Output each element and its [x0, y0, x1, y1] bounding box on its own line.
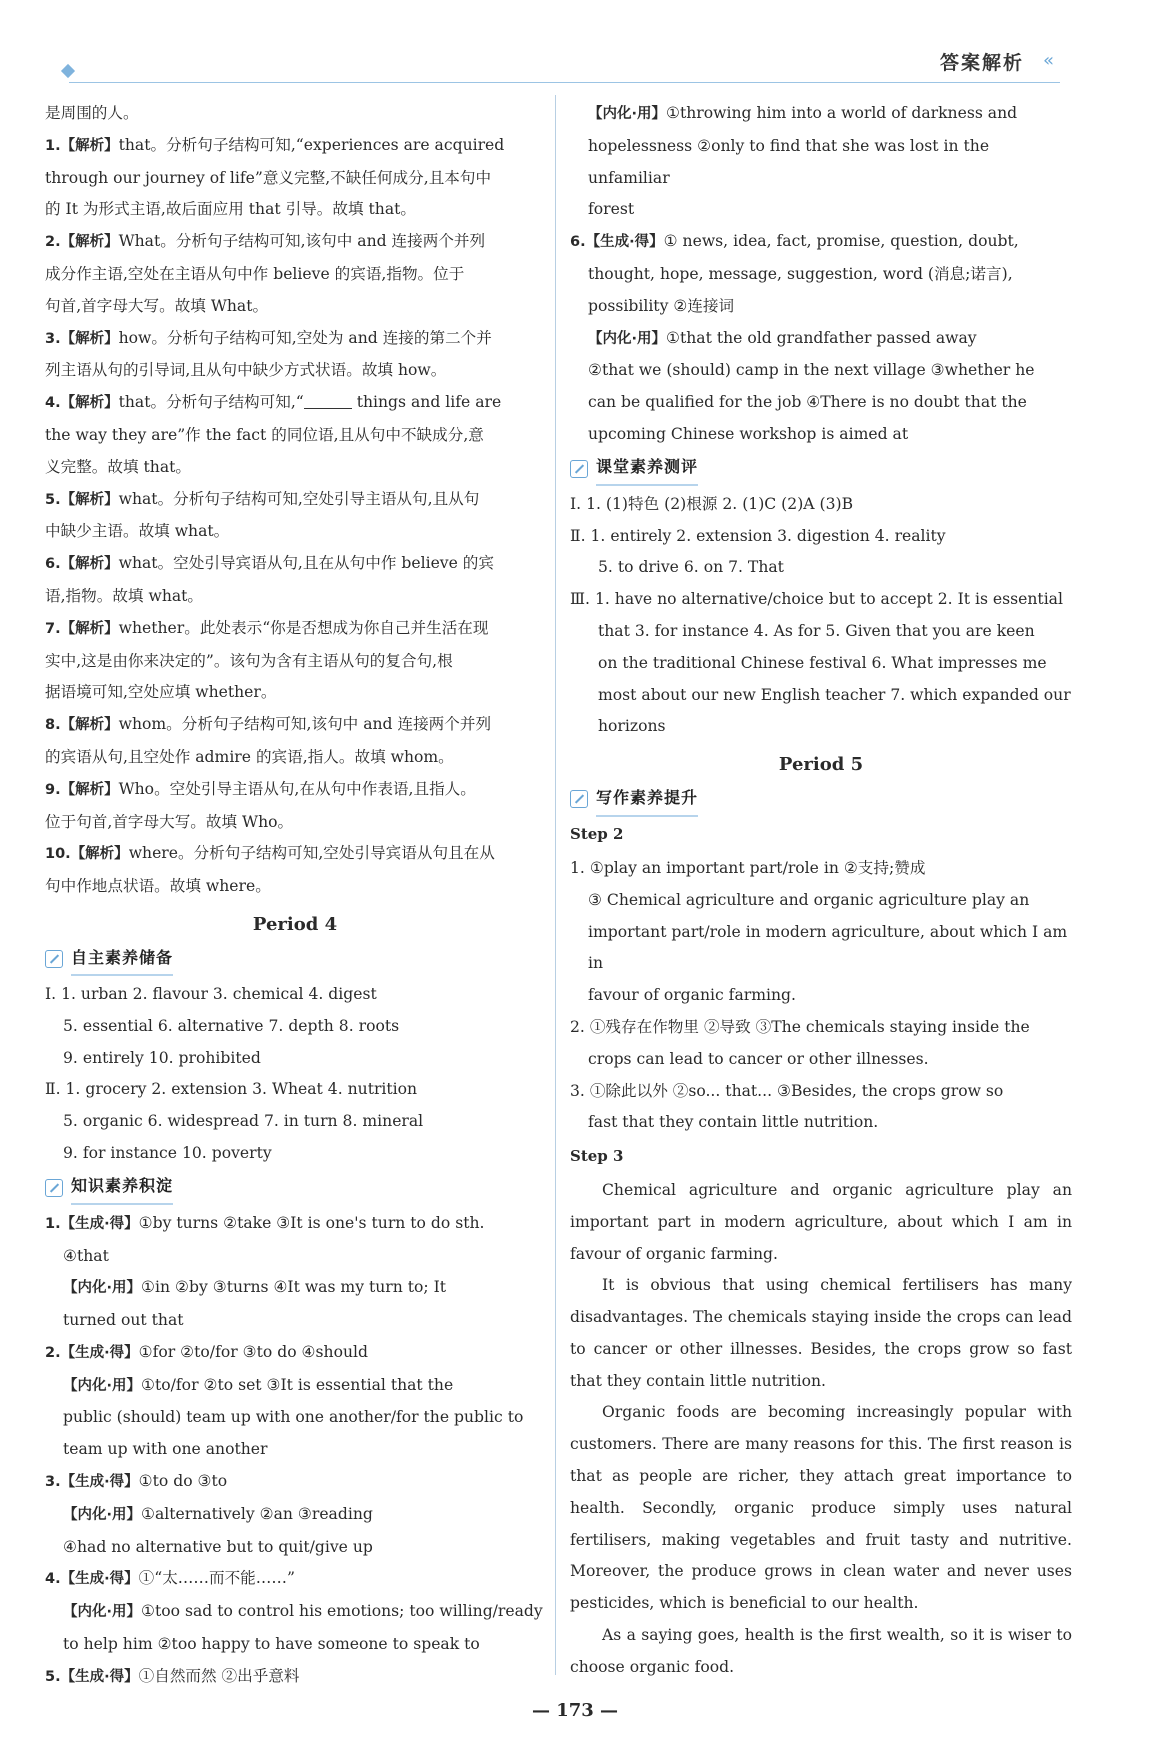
item-tag: 【内化·用】 [63, 1280, 142, 1297]
item-line: 的宾语从句,且空处作 admire 的宾语,指人。故填 whom。 [45, 747, 454, 766]
item-line-tail: things and life are [351, 393, 502, 412]
item-line: whom。分析句子结构可知,该句中 and 连接两个并列 [118, 715, 492, 734]
step-3-label: Step 3 [570, 1147, 624, 1166]
pencil-note-icon [45, 950, 63, 968]
diamond-icon [61, 64, 75, 78]
section-heading [570, 453, 1072, 485]
item-tag: 【解析】 [70, 846, 129, 863]
item-tag: 【解析】 [60, 556, 119, 573]
period-5-heading: Period 5 [778, 754, 864, 776]
item-line: turned out that [63, 1311, 184, 1330]
section-title: 自主素养储备 [71, 942, 173, 977]
item-tag: 【解析】 [60, 717, 119, 734]
item-tag: 【生成·得】 [60, 1344, 139, 1361]
item-line: hopelessness ②only to find that she was lost in the unfamiliar [588, 136, 990, 187]
item-line: what。空处引导宾语从句,且在从句中作 believe 的宾 [118, 554, 494, 573]
section-heading [570, 783, 1072, 815]
item-tag: 【内化·用】 [588, 330, 667, 347]
item-line: that。分析句子结构可知,“ [118, 393, 304, 412]
item-line: ①to do ③to [138, 1472, 228, 1491]
section-title: 课堂素养测评 [596, 451, 698, 486]
step-line: 2. ①残存在作物里 ②导致 ③The chemicals staying inside the [570, 1017, 1030, 1036]
essay-paragraph: Chemical agriculture and organic agriculture play an important part in modern agriculture, about which I am in favour of organic farming. [570, 1180, 1072, 1263]
item-line: ①自然而然 ②出乎意料 [138, 1666, 300, 1685]
item-line: ①“太……而不能……” [138, 1569, 295, 1588]
essay-paragraph: It is obvious that using chemical fertilisers has many disadvantages. The chemicals staying inside the crops can lead to cancer or other illnesses. Besides, the crops grow so fast that they contain little nutrition. [570, 1276, 1072, 1390]
page-number: — 173 — [531, 1700, 619, 1721]
item-line: ①too sad to control his emotions; too willing/ready [141, 1602, 543, 1621]
item-line: 语,指物。故填 what。 [45, 586, 204, 605]
right-column [570, 98, 1072, 1684]
item-number: 9. [45, 781, 61, 798]
item-tag: 【解析】 [60, 395, 119, 412]
item-line: 据语境可知,空处应填 whether。 [45, 683, 277, 702]
item-line: 位于句首,首字母大写。故填 Who。 [45, 812, 294, 831]
item-number: 1. [45, 1215, 61, 1232]
item-line: ①by turns ②take ③It is one's turn to do sth. [138, 1213, 485, 1232]
item-number: 5. [45, 1668, 61, 1685]
item-tag: 【解析】 [60, 491, 119, 508]
item-number: 1. [45, 137, 61, 154]
item-line: ① news, idea, fact, promise, question, doubt, [663, 232, 1019, 251]
item-line: What。分析句子结构可知,该句中 and 连接两个并列 [118, 232, 486, 251]
item-line: to help him ②too happy to have someone to speak to [63, 1635, 480, 1654]
item-line: whether。此处表示“你是否想成为你自己并生活在现 [118, 618, 489, 637]
item-number: 5. [45, 491, 61, 508]
page-header [55, 40, 1060, 84]
item-line: 义完整。故填 that。 [45, 457, 191, 476]
item-number: 6. [570, 234, 586, 251]
item-number: 6. [45, 556, 61, 573]
item-tag: 【解析】 [60, 781, 119, 798]
essay-paragraph: Organic foods are becoming increasingly popular with customers. There are many reasons for this. The first reason is that as people are richer, they attach great importance to health. Secondly, organic produce simply uses natural fertilisers, making vegetables and fruit tasty and nutritive. Moreover, the produce grows in clean water and never uses pesticides, which is beneficial to our health. [570, 1403, 1072, 1613]
answer-item [45, 774, 545, 839]
answer-item [45, 548, 545, 613]
item-line: ①in ②by ③turns ④It was my turn to; It [141, 1278, 447, 1297]
answer-item [45, 709, 545, 774]
intro-line: 是周围的人。 [45, 104, 139, 122]
test-line: Ⅱ. 1. entirely 2. extension 3. digestion 4. reality [570, 526, 946, 545]
answer-item [45, 613, 545, 709]
item-line: 句中作地点状语。故填 where。 [45, 877, 271, 896]
item-tag: 【生成·得】 [60, 1668, 139, 1685]
item-number: 3. [45, 1474, 61, 1491]
answer-item [45, 484, 545, 549]
answer-item [45, 226, 545, 322]
essay-paragraph: As a saying goes, health is the first wealth, so it is wiser to choose organic food. [570, 1626, 1072, 1676]
item-line: ④that [63, 1246, 109, 1265]
item-number: 10. [45, 846, 71, 863]
item-line: ②that we (should) camp in the next village ③whether he [588, 361, 1035, 380]
test-line: that 3. for instance 4. As for 5. Given that you are keen [598, 621, 1035, 640]
item-line: ①that the old grandfather passed away [666, 328, 977, 347]
test-line: Ⅰ. 1. (1)特色 (2)根源 2. (1)C (2)A (3)B [570, 494, 854, 513]
item-line: forest [588, 200, 635, 219]
section-title: 知识素养积淀 [71, 1170, 173, 1205]
item-line: Who。空处引导主语从句,在从句中作表语,且指人。 [118, 779, 476, 798]
left-column [45, 98, 545, 1694]
item-line: ①alternatively ②an ③reading [141, 1504, 373, 1523]
section-title: 写作素养提升 [596, 782, 698, 817]
header-title: 答案解析 [939, 52, 1024, 74]
column-divider [555, 95, 556, 1675]
pencil-note-icon [570, 790, 588, 808]
item-line: team up with one another [63, 1440, 268, 1459]
item-number: 2. [45, 234, 61, 251]
vocab-line: Ⅰ. 1. urban 2. flavour 3. chemical 4. digest [45, 984, 377, 1003]
item-line: the way they are”作 the fact 的同位语,且从句中不缺成分,意 [45, 425, 484, 444]
test-line: on the traditional Chinese festival 6. What impresses me [598, 653, 1047, 672]
item-tag: 【解析】 [60, 137, 119, 154]
vocab-line: 5. organic 6. widespread 7. in turn 8. mineral [63, 1112, 424, 1131]
item-tag: 【内化·用】 [63, 1506, 142, 1523]
answer-item [45, 130, 545, 226]
test-line: horizons [598, 717, 666, 736]
item-line: ①for ②to/for ③to do ④should [138, 1342, 368, 1361]
item-line: possibility ②连接词 [588, 296, 735, 315]
item-tag: 【生成·得】 [60, 1215, 139, 1232]
item-line: ④had no alternative but to quit/give up [63, 1537, 373, 1556]
step-line: ③ Chemical agriculture and organic agriculture play an [588, 890, 1030, 909]
item-number: 8. [45, 717, 61, 734]
test-line: most about our new English teacher 7. which expanded our [598, 685, 1071, 704]
item-tag: 【内化·用】 [63, 1604, 142, 1621]
item-line: 成分作主语,空处在主语从句中作 believe 的宾语,指物。位于 [45, 264, 465, 283]
item-line: ①throwing him into a world of darkness and [666, 104, 1018, 122]
item-line: upcoming Chinese workshop is aimed at [588, 424, 909, 443]
item-line: what。分析句子结构可知,空处引导主语从句,且从句 [118, 489, 480, 508]
item-line: through our journey of life”意义完整,不缺任何成分,且本句中 [45, 168, 492, 187]
item-line: 中缺少主语。故填 what。 [45, 522, 230, 541]
step-line: 1. ①play an important part/role in ②支持;赞成 [570, 858, 926, 877]
item-line: ①to/for ②to set ③It is essential that the [141, 1375, 454, 1394]
item-line: that。分析句子结构可知,“experiences are acquired [118, 135, 505, 154]
item-tag: 【生成·得】 [60, 1474, 139, 1491]
item-line: 的 It 为形式主语,故后面应用 that 引导。故填 that。 [45, 200, 417, 219]
item-line: how。分析句子结构可知,空处为 and 连接的第二个并 [118, 328, 492, 347]
step-line: fast that they contain little nutrition. [588, 1113, 879, 1132]
step-line: important part/role in modern agriculture, about which I am in [588, 922, 1068, 973]
vocab-line: Ⅱ. 1. grocery 2. extension 3. Wheat 4. nutrition [45, 1080, 418, 1099]
step-line: 3. ①除此以外 ②so... that... ③Besides, the crops grow so [570, 1081, 1004, 1100]
step-line: crops can lead to cancer or other illnesses. [588, 1049, 929, 1068]
step-line: favour of organic farming. [588, 986, 796, 1005]
answer-item [45, 323, 545, 388]
test-line: 5. to drive 6. on 7. That [598, 558, 784, 577]
section-heading [45, 1172, 545, 1204]
item-line: thought, hope, message, suggestion, word (消息;诺言), [588, 264, 1013, 283]
item-tag: 【内化·用】 [63, 1377, 142, 1394]
item-line: 列主语从句的引导词,且从句中缺少方式状语。故填 how。 [45, 361, 447, 380]
item-tag: 【解析】 [60, 234, 119, 251]
pencil-note-icon [570, 460, 588, 478]
item-tag: 【解析】 [60, 620, 119, 637]
step-2-label: Step 2 [570, 825, 624, 844]
item-line: public (should) team up with one another/for the public to [63, 1408, 524, 1427]
vocab-line: 9. entirely 10. prohibited [63, 1048, 261, 1067]
vocab-line: 5. essential 6. alternative 7. depth 8. roots [63, 1016, 400, 1035]
pencil-note-icon [45, 1179, 63, 1197]
item-line: where。分析句子结构可知,空处引导宾语从句且在从 [128, 844, 495, 863]
item-number: 2. [45, 1344, 61, 1361]
header-rule [69, 82, 1060, 83]
item-tag: 【生成·得】 [60, 1571, 139, 1588]
test-line: Ⅲ. 1. have no alternative/choice but to accept 2. It is essential [570, 590, 1063, 609]
item-tag: 【内化·用】 [588, 106, 667, 122]
answer-item [45, 838, 545, 903]
item-tag: 【生成·得】 [585, 234, 664, 251]
item-line: can be qualified for the job ④There is no doubt that the [588, 393, 1027, 412]
item-number: 4. [45, 1571, 61, 1588]
section-heading [45, 943, 545, 975]
item-number: 7. [45, 620, 61, 637]
period-4-heading: Period 4 [252, 913, 338, 935]
item-line: 句首,首字母大写。故填 What。 [45, 296, 269, 315]
answer-item [45, 387, 545, 483]
item-tag: 【解析】 [60, 330, 119, 347]
vocab-line: 9. for instance 10. poverty [63, 1143, 272, 1162]
item-number: 3. [45, 330, 61, 347]
double-chevron-icon: « [1042, 50, 1054, 71]
item-number: 4. [45, 395, 61, 412]
blank-underline [304, 392, 352, 409]
item-line: 实中,这是由你来决定的”。该句为含有主语从句的复合句,根 [45, 651, 453, 670]
